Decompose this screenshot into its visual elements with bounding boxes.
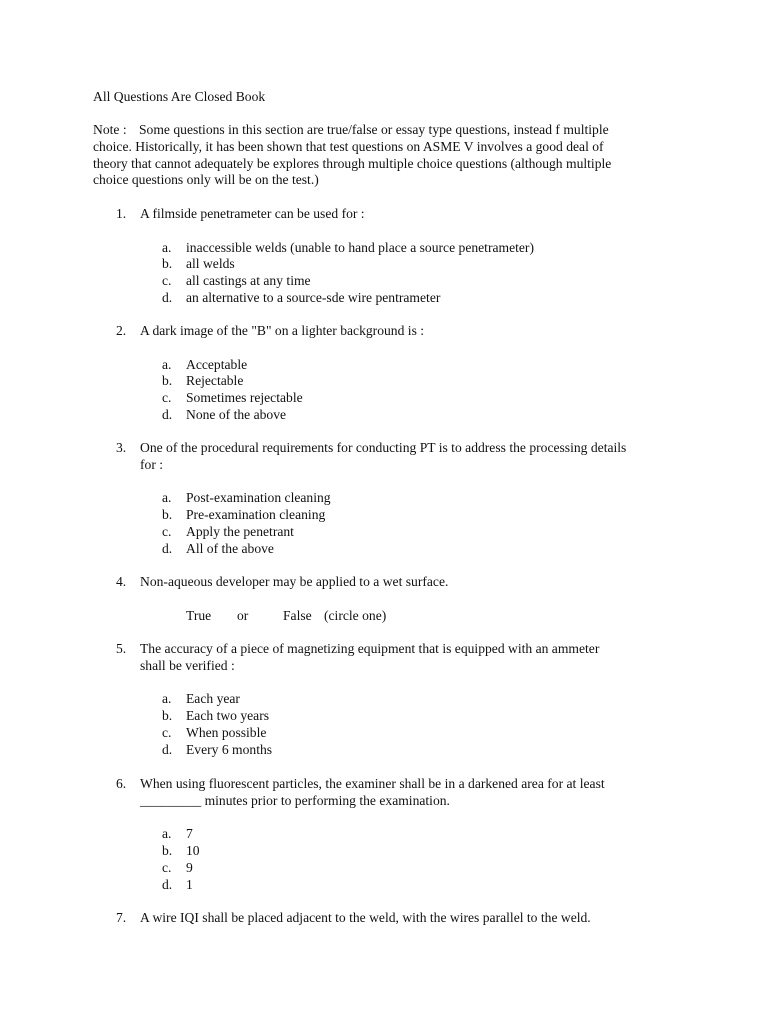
option-letter: b. (162, 507, 173, 523)
option-text: Each two years (186, 708, 270, 724)
option-d (162, 742, 700, 759)
question-line: One of the procedural requirements for conducting PT is to address the processing details (140, 440, 627, 455)
question-text (140, 574, 700, 591)
option-b (162, 843, 700, 860)
note-paragraph (93, 122, 693, 189)
option-d (162, 877, 700, 894)
option-text: all welds (186, 256, 235, 272)
option-a (162, 490, 700, 507)
option-list (162, 826, 700, 893)
question-line: A wire IQI shall be placed adjacent to the weld, with the wires parallel to the weld. (140, 910, 591, 925)
question-number: 6. (116, 776, 127, 791)
or-label: or (237, 607, 249, 623)
note-line: choice. Historically, it has been shown that test questions on ASME V involves a good deal of (93, 138, 604, 154)
option-d (162, 407, 700, 424)
option-letter: c. (162, 273, 172, 289)
question-line: A filmside penetrameter can be used for : (140, 206, 365, 221)
option-text: Post-examination cleaning (186, 490, 331, 506)
option-letter: c. (162, 859, 172, 875)
question-number: 7. (116, 910, 127, 925)
question-7 (116, 910, 700, 927)
question-2 (116, 323, 700, 424)
option-letter: a. (162, 356, 172, 372)
option-c (162, 273, 700, 290)
option-letter: a. (162, 490, 172, 506)
question-line: _________ minutes prior to performing the examination. (140, 792, 450, 808)
option-list (162, 357, 700, 424)
option-text: None of the above (186, 406, 287, 422)
option-text: Sometimes rejectable (186, 390, 303, 406)
question-line: A dark image of the "B" on a lighter background is : (140, 323, 425, 338)
option-letter: d. (162, 540, 173, 556)
question-text (140, 440, 700, 474)
option-letter: c. (162, 523, 172, 539)
option-a (162, 691, 700, 708)
option-letter: a. (162, 239, 172, 255)
option-letter: d. (162, 406, 173, 422)
false-option[interactable]: False (283, 607, 312, 623)
question-5 (116, 641, 700, 759)
question-text (140, 206, 700, 223)
option-list (162, 240, 700, 307)
question-text (140, 641, 700, 675)
question-text (140, 776, 700, 810)
option-text: all castings at any time (186, 273, 311, 289)
option-c (162, 390, 700, 407)
question-line: When using fluorescent particles, the examiner shall be in a darkened area for at least (140, 776, 605, 791)
option-d (162, 541, 700, 558)
question-text (140, 910, 700, 927)
question-number: 2. (116, 323, 127, 338)
option-text: Each year (186, 691, 240, 707)
option-text: All of the above (186, 540, 274, 556)
question-4 (116, 574, 700, 624)
option-list (162, 691, 700, 758)
option-d (162, 290, 700, 307)
note-line: theory that cannot adequately be explores through multiple choice questions (although multiple (93, 155, 612, 171)
option-text: 1 (186, 876, 193, 892)
option-b (162, 708, 700, 725)
question-3 (116, 440, 700, 558)
question-line: shall be verified : (140, 657, 235, 673)
option-letter: b. (162, 708, 173, 724)
question-number: 4. (116, 574, 127, 589)
note-line: choice questions only will be on the test.) (93, 172, 319, 188)
option-letter: a. (162, 691, 172, 707)
option-text: 10 (186, 843, 200, 859)
page-title: All Questions Are Closed Book (93, 89, 266, 104)
option-c (162, 860, 700, 877)
option-text: Rejectable (186, 373, 244, 389)
option-letter: d. (162, 876, 173, 892)
option-text: 7 (186, 826, 193, 842)
option-a (162, 240, 700, 257)
option-text: inaccessible welds (unable to hand place a source penetrameter) (186, 239, 534, 255)
option-a (162, 826, 700, 843)
true-option[interactable]: True (186, 607, 212, 623)
question-line: for : (140, 456, 164, 472)
note-label: Note : (93, 122, 127, 137)
option-letter: c. (162, 390, 172, 406)
note-line-text: Some questions in this section are true/false or essay type questions, instead f multiple (139, 122, 609, 137)
option-text: Apply the penetrant (186, 523, 294, 539)
question-1 (116, 206, 700, 307)
question-number: 5. (116, 641, 127, 656)
option-c (162, 725, 700, 742)
option-text: Pre-examination cleaning (186, 507, 326, 523)
option-letter: c. (162, 724, 172, 740)
question-number: 1. (116, 206, 127, 221)
note-line (93, 122, 693, 139)
option-text: Every 6 months (186, 741, 273, 757)
option-letter: b. (162, 373, 173, 389)
option-text: an alternative to a source-sde wire pentrameter (186, 289, 441, 305)
option-c (162, 524, 700, 541)
option-text: 9 (186, 859, 193, 875)
question-line: The accuracy of a piece of magnetizing equipment that is equipped with an ammeter (140, 641, 600, 656)
option-letter: b. (162, 843, 173, 859)
option-b (162, 373, 700, 390)
option-letter: b. (162, 256, 173, 272)
true-false-choice (186, 608, 700, 625)
question-text (140, 323, 700, 340)
option-a (162, 357, 700, 374)
option-b (162, 256, 700, 273)
option-text: Acceptable (186, 356, 248, 372)
question-6 (116, 776, 700, 894)
option-letter: d. (162, 741, 173, 757)
option-letter: d. (162, 289, 173, 305)
option-text: When possible (186, 724, 267, 740)
option-b (162, 507, 700, 524)
option-list (162, 490, 700, 557)
question-number: 3. (116, 440, 127, 455)
circle-one-instruction: (circle one) (324, 607, 387, 623)
question-line: Non-aqueous developer may be applied to a wet surface. (140, 574, 449, 589)
option-letter: a. (162, 826, 172, 842)
